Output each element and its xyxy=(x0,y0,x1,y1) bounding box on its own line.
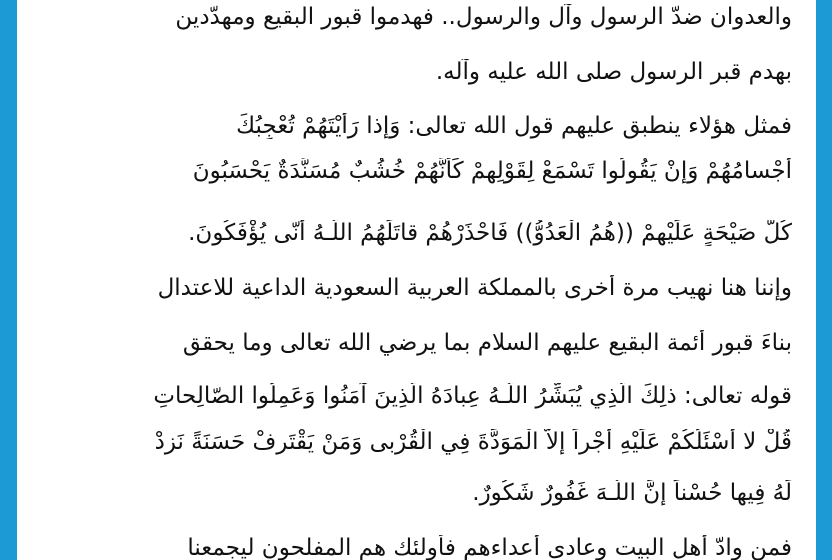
right-border-bar xyxy=(816,0,832,560)
left-border-bar xyxy=(0,0,17,560)
text-line-1: والعدوان ضدّ الرسول وآل والرسول.. فهدموا قبور البقيع ومهدّدين xyxy=(175,4,792,30)
text-line-7: بناءَ قبور أئمة البقيع عليهم السلام بما يرضي الله تعالى وما يحقق xyxy=(182,330,792,356)
text-line-11: فمن وادّ أهل البيت وعادى أعداءهم فأولئك هم المفلحون ليجمعنا xyxy=(187,535,792,560)
text-line-4: أَجْسامُهُمْ وَإِنْ يَقُولُوا تَسْمَعْ لِقَوْلِهِمْ كَأَنَّهُمْ خُشُبٌ مُسَنَّدَةٌ يَحْسَبُونَ xyxy=(192,158,792,184)
text-line-5: كُلَّ صَيْحَةٍ عَلَيْهِمْ ((هُمُ الْعَدُوُّ)) فَاحْذَرْهُمْ قاتَلَهُمُ اللّـهُ أَنّى يُؤْفَكُونَ. xyxy=(188,220,792,246)
text-line-6: وإننا هنا نهيب مرة أخرى بالمملكة العربية السعودية الداعية للاعتدال xyxy=(157,275,792,301)
text-line-9: قُلْ لا أَسْئَلُكُمْ عَلَيْهِ أَجْراً إِلاَّ الْمَوَدَّةَ فِي الْقُرْبى وَمَنْ يَقْتَرِفْ حَسَنَةً نَزِدْ xyxy=(154,429,792,455)
text-line-3: فمثل هؤلاء ينطبق عليهم قول الله تعالى: وَإِذا رَأَيْتَهُمْ تُعْجِبُكَ xyxy=(236,113,792,139)
text-line-8: قوله تعالى: ذلِكَ الَّذِي يُبَشِّرُ اللّـهُ عِبادَهُ الَّذِينَ آمَنُوا وَعَمِلُوا الصّالِحاتِ xyxy=(153,383,792,409)
text-line-2: بهدم قبر الرسول صلى الله عليه وآله. xyxy=(435,59,792,85)
text-line-10: لَهُ فِيها حُسْناً إِنَّ اللّـهَ غَفُورٌ شَكُورٌ. xyxy=(472,480,792,506)
